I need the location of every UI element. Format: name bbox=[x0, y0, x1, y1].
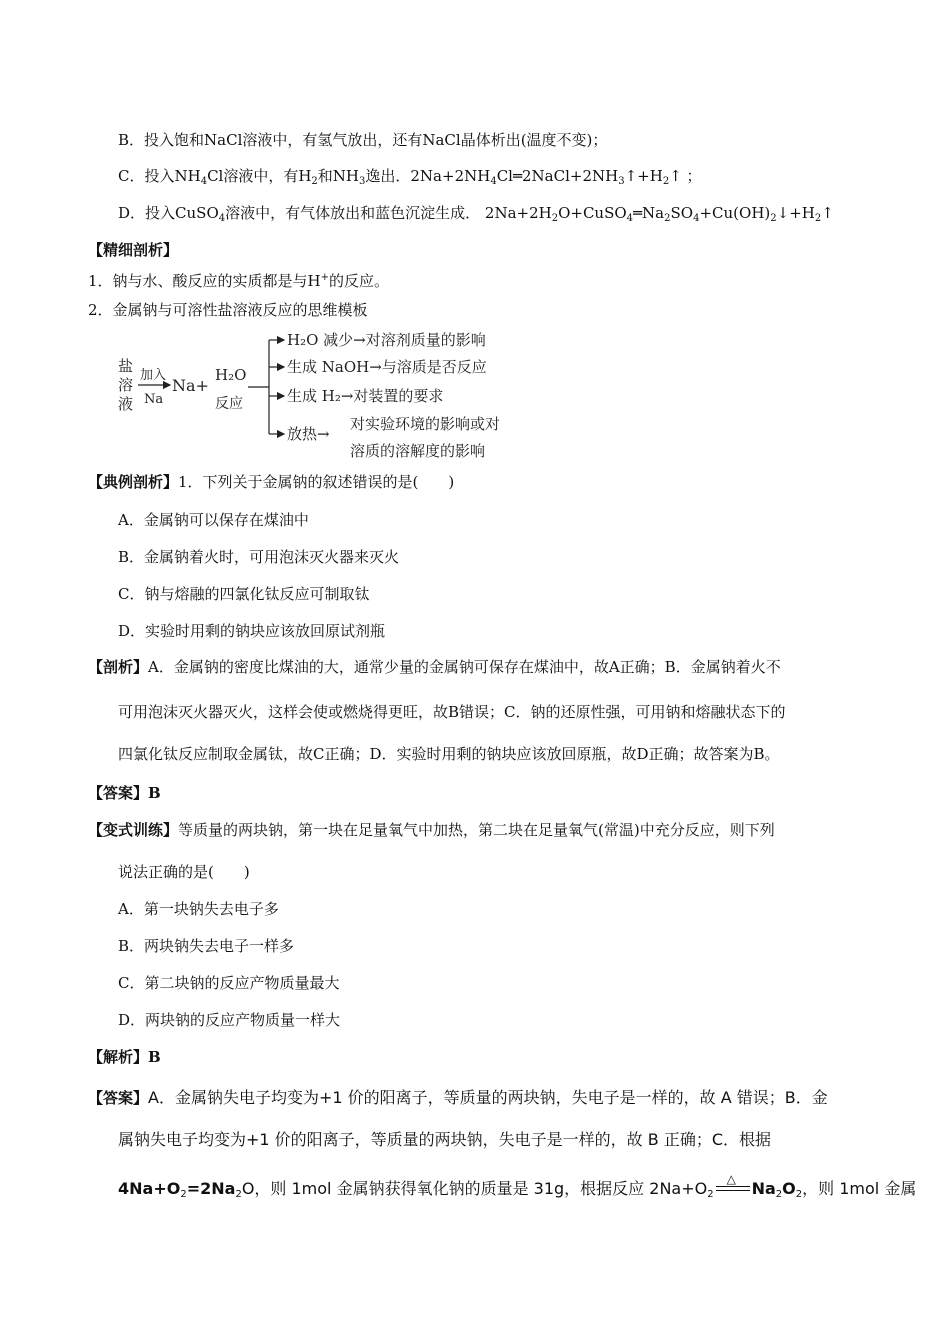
variant-jiexi-line bbox=[88, 1047, 161, 1067]
variant-question-line-1 bbox=[88, 820, 775, 840]
section-heading-example: 【典例剖析】 bbox=[88, 473, 179, 491]
example-option-b: B．金属钠着火时，可用泡沫灭火器来灭火 bbox=[118, 548, 400, 566]
equals-bar bbox=[716, 1186, 750, 1187]
subscript: 2 bbox=[814, 213, 822, 224]
text-fragment: SO bbox=[670, 204, 694, 222]
text-fragment: 溶液中，有气体放出和蓝色沉淀生成． 2Na+2H bbox=[225, 204, 552, 222]
subscript: 2 bbox=[707, 1189, 714, 1200]
subscript: 2 bbox=[664, 213, 671, 224]
variant-answer-line-2: 属钠失电子均变为+1 价的阳离子，等质量的两块钠，失电子是一样的，故 B 正确；C．根据 bbox=[118, 1130, 771, 1149]
text-fragment: Cl═2NaCl+2NH bbox=[496, 167, 619, 185]
delta-icon: △ bbox=[726, 1172, 736, 1186]
example-question-line bbox=[88, 472, 454, 492]
subscript: 2 bbox=[235, 1189, 242, 1200]
subscript: 3 bbox=[618, 176, 625, 187]
subscript: 2 bbox=[180, 1189, 187, 1200]
section-heading-analysis-2: 【剖析】 bbox=[88, 658, 149, 676]
subscript: 4 bbox=[200, 176, 208, 187]
branch-4-line-2: 溶质的溶解度的影响 bbox=[350, 442, 486, 460]
example-analysis-line-2: 可用泡沫灭火器灭火，这样会使或燃烧得更旺，故B错误；C．钠的还原性强，可用钠和熔融状态下的 bbox=[118, 703, 786, 721]
salt-char-2: 溶 bbox=[118, 376, 134, 394]
text-fragment: ↓+H bbox=[776, 204, 815, 222]
analysis-point-1 bbox=[88, 271, 389, 291]
option-d-line bbox=[118, 203, 834, 223]
subscript: 4 bbox=[490, 176, 497, 187]
text-fragment: A．金属钠失电子均变为+1 价的阳离子，等质量的两块钠，失电子是一样的，故 A 错误；B．金 bbox=[148, 1088, 828, 1107]
text-fragment: ═Na bbox=[633, 204, 665, 222]
example-analysis-line-1 bbox=[88, 657, 781, 677]
text-fragment: Cl溶液中，有H bbox=[207, 167, 312, 185]
variant-answer-line-1 bbox=[88, 1087, 828, 1109]
branch-4-line-1: 对实验环境的影响或对 bbox=[350, 415, 501, 433]
na-plus: Na+ bbox=[172, 376, 209, 395]
section-heading-answer-2: 【答案】 bbox=[88, 1089, 149, 1107]
text-fragment: ↑ ； bbox=[669, 167, 702, 185]
variant-option-b: B．两块钠失去电子一样多 bbox=[118, 937, 295, 955]
section-heading-variant: 【变式训练】 bbox=[88, 821, 179, 839]
text-fragment: 1．钠与水、酸反应的实质都是与H bbox=[88, 272, 321, 290]
text-fragment: O bbox=[782, 1179, 796, 1198]
subscript: 2 bbox=[551, 213, 559, 224]
salt-char-3: 液 bbox=[118, 395, 134, 413]
variant-jiexi: B bbox=[148, 1048, 161, 1066]
superscript: + bbox=[320, 272, 330, 283]
text-fragment: O，则 1mol 金属钠获得氧化钠的质量是 31g，根据反应 2Na+O bbox=[241, 1179, 708, 1198]
text-fragment: ，则 1mol 金属 bbox=[802, 1179, 917, 1198]
h2o-top: H₂O bbox=[215, 366, 247, 384]
text-fragment: A．金属钠的密度比煤油的大，通常少量的金属钠可保存在煤油中，故A正确；B．金属钠着火不 bbox=[148, 658, 781, 676]
reaction-template-diagram bbox=[112, 326, 552, 466]
heating-equals-sign bbox=[716, 1172, 750, 1194]
variant-option-a: A．第一块钠失去电子多 bbox=[118, 900, 279, 918]
branch-4-lead: 放热→ bbox=[287, 425, 330, 443]
section-heading-answer: 【答案】 bbox=[88, 784, 149, 802]
text-fragment: ↑ bbox=[821, 204, 834, 222]
variant-question-line-2: 说法正确的是( ) bbox=[118, 863, 250, 881]
example-answer-line bbox=[88, 783, 161, 803]
subscript: 2 bbox=[311, 176, 318, 187]
subscript: 4 bbox=[218, 213, 226, 224]
subscript: 4 bbox=[693, 213, 700, 224]
example-option-c: C．钠与熔融的四氯化钛反应可制取钛 bbox=[118, 585, 370, 603]
subscript: 4 bbox=[626, 213, 634, 224]
example-question: 1．下列关于金属钠的叙述错误的是( ) bbox=[178, 473, 455, 491]
analysis-point-2: 2．金属钠与可溶性盐溶液反应的思维模板 bbox=[88, 301, 368, 319]
text-fragment: D．投入CuSO bbox=[118, 204, 219, 222]
branch-2: 生成 NaOH→与溶质是否反应 bbox=[287, 358, 487, 376]
option-b-text: B．投入饱和NaCl溶液中，有氢气放出，还有NaCl晶体析出(温度不变)； bbox=[118, 131, 608, 149]
example-analysis-line-3: 四氯化钛反应制取金属钛，故C正确；D．实验时用剩的钠块应该放回原瓶，故D正确；故答案为B。 bbox=[118, 745, 780, 763]
add-label: 加入 bbox=[140, 368, 167, 383]
text-fragment: 的反应。 bbox=[329, 272, 390, 290]
text-fragment: 逸出．2Na+2NH bbox=[365, 167, 491, 185]
section-heading-analysis: 【精细剖析】 bbox=[88, 241, 179, 259]
subscript: 2 bbox=[770, 213, 777, 224]
variant-option-d: D．两块钠的反应产物质量一样大 bbox=[118, 1011, 341, 1029]
equals-bar bbox=[716, 1190, 750, 1191]
text-fragment: 等质量的两块钠，第一块在足量氧气中加热，第二块在足量氧气(常温)中充分反应，则下列 bbox=[178, 821, 775, 839]
text-fragment: ↑+H bbox=[624, 167, 663, 185]
subscript: 2 bbox=[795, 1189, 803, 1200]
variant-answer-line-3 bbox=[118, 1172, 917, 1200]
text-fragment: O+CuSO bbox=[558, 204, 627, 222]
subscript: 2 bbox=[662, 176, 670, 187]
option-b-line bbox=[118, 130, 607, 150]
text-fragment: 4Na+O bbox=[118, 1179, 181, 1198]
option-c-line bbox=[118, 166, 702, 186]
text-fragment: 和NH bbox=[317, 167, 360, 185]
salt-char-1: 盐 bbox=[118, 357, 134, 375]
text-fragment: Na bbox=[751, 1179, 776, 1198]
reaction-label: 反应 bbox=[215, 396, 243, 412]
text-fragment: C．投入NH bbox=[118, 167, 201, 185]
example-answer: B bbox=[148, 784, 161, 802]
branch-1: H₂O 减少→对溶剂质量的影响 bbox=[287, 331, 486, 349]
example-option-a: A．金属钠可以保存在煤油中 bbox=[118, 511, 309, 529]
subscript: 3 bbox=[359, 176, 366, 187]
text-fragment: +Cu(OH) bbox=[699, 204, 771, 222]
variant-option-c: C．第二块钠的反应产物质量最大 bbox=[118, 974, 340, 992]
section-heading-jiexi: 【解析】 bbox=[88, 1048, 149, 1066]
subscript: 2 bbox=[775, 1189, 783, 1200]
branch-3: 生成 H₂→对装置的要求 bbox=[287, 387, 444, 405]
na-under-arrow: Na bbox=[144, 392, 164, 407]
text-fragment: =2Na bbox=[186, 1179, 236, 1198]
example-option-d: D．实验时用剩的钠块应该放回原试剂瓶 bbox=[118, 622, 386, 640]
